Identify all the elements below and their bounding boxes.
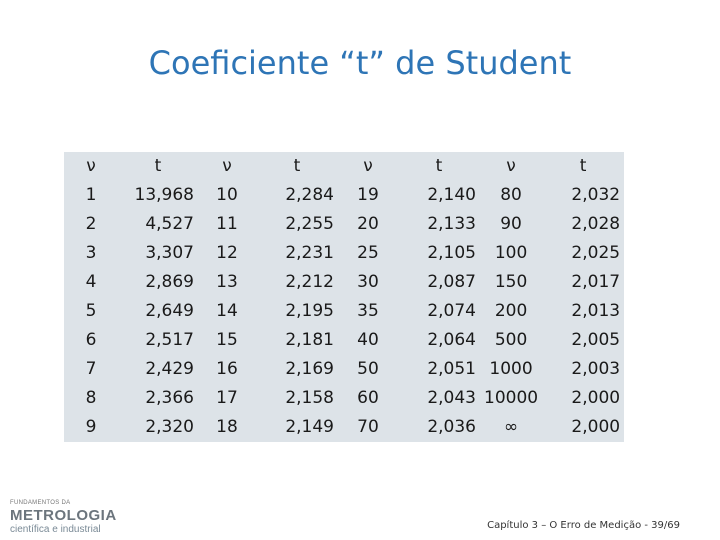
table-cell-nu: 9 [85, 417, 97, 437]
logo-sub-text: científica e industrial [10, 524, 101, 535]
slide-footer: Capítulo 3 – O Erro de Medição - 39/69 [487, 520, 680, 531]
header-nu: ν [506, 156, 516, 176]
table-cell-t: 2,000 [571, 417, 621, 437]
table-cell-t: 13,968 [134, 185, 194, 205]
table-cell-nu: 70 [357, 417, 379, 437]
table-row [64, 268, 624, 297]
table-cell-nu: ∞ [503, 417, 519, 437]
table-cell-t: 2,105 [427, 243, 476, 263]
table-cell-nu: 90 [500, 214, 522, 234]
table-cell-nu: 10 [216, 185, 238, 205]
header-t: t [293, 156, 301, 176]
table-cell-t: 2,087 [427, 272, 476, 292]
table-cell-t: 2,366 [145, 388, 194, 408]
table-cell-nu: 60 [357, 388, 379, 408]
table-cell-nu: 150 [494, 272, 528, 292]
table-cell-t: 2,195 [285, 301, 334, 321]
table-header-row [64, 152, 624, 181]
table-cell-t: 2,149 [285, 417, 334, 437]
table-cell-t: 2,013 [571, 301, 621, 321]
table-cell-t: 2,429 [145, 359, 194, 379]
table-cell-t: 2,025 [571, 243, 621, 263]
table-row [64, 210, 624, 239]
table-row [64, 326, 624, 355]
table-cell-nu: 16 [216, 359, 238, 379]
table-row [64, 355, 624, 384]
table-cell-t: 2,064 [427, 330, 476, 350]
table-cell-nu: 15 [216, 330, 238, 350]
table-cell-t: 2,043 [427, 388, 476, 408]
table-cell-t: 2,032 [571, 185, 621, 205]
table-cell-nu: 30 [357, 272, 379, 292]
header-nu: ν [86, 156, 96, 176]
header-t: t [435, 156, 443, 176]
table-cell-t: 2,320 [145, 417, 194, 437]
table-cell-nu: 2 [85, 214, 97, 234]
header-t: t [579, 156, 587, 176]
table-cell-t: 2,028 [571, 214, 621, 234]
logo-top-text: FUNDAMENTOS DA [10, 500, 71, 506]
table-cell-nu: 4 [85, 272, 97, 292]
table-cell-nu: 14 [216, 301, 238, 321]
table-cell-nu: 50 [357, 359, 379, 379]
table-cell-nu: 6 [85, 330, 97, 350]
table-cell-t: 2,003 [571, 359, 621, 379]
table-cell-nu: 500 [494, 330, 528, 350]
table-cell-nu: 25 [357, 243, 379, 263]
table-cell-t: 2,140 [427, 185, 476, 205]
table-cell-t: 2,212 [285, 272, 334, 292]
table-cell-nu: 1 [85, 185, 97, 205]
table-cell-nu: 40 [357, 330, 379, 350]
table-cell-t: 2,181 [285, 330, 334, 350]
metrologia-logo [10, 500, 150, 535]
table-cell-t: 2,649 [145, 301, 194, 321]
table-cell-nu: 8 [85, 388, 97, 408]
table-row [64, 239, 624, 268]
table-cell-nu: 80 [500, 185, 522, 205]
table-cell-nu: 7 [85, 359, 97, 379]
table-cell-t: 2,017 [571, 272, 621, 292]
header-nu: ν [363, 156, 373, 176]
table-cell-t: 2,005 [571, 330, 621, 350]
table-cell-t: 2,051 [427, 359, 476, 379]
header-t: t [154, 156, 162, 176]
table-cell-t: 4,527 [145, 214, 194, 234]
header-nu: ν [222, 156, 232, 176]
table-cell-nu: 11 [216, 214, 238, 234]
student-t-table [64, 152, 624, 442]
table-cell-t: 2,231 [285, 243, 334, 263]
table-cell-t: 2,869 [145, 272, 194, 292]
table-cell-t: 2,284 [285, 185, 334, 205]
table-cell-nu: 13 [216, 272, 238, 292]
slide-title: Coeficiente “t” de Student [148, 44, 572, 82]
table-cell-nu: 10000 [484, 388, 539, 408]
table-cell-t: 2,036 [427, 417, 476, 437]
table-cell-nu: 1000 [489, 359, 533, 379]
table-cell-nu: 17 [216, 388, 238, 408]
table-cell-nu: 35 [357, 301, 379, 321]
table-cell-t: 2,074 [427, 301, 476, 321]
table-cell-nu: 20 [357, 214, 379, 234]
table-cell-t: 2,169 [285, 359, 334, 379]
table-cell-nu: 5 [85, 301, 97, 321]
table-cell-nu: 200 [494, 301, 528, 321]
table-cell-t: 2,517 [145, 330, 194, 350]
table-row [64, 297, 624, 326]
table-cell-nu: 12 [216, 243, 238, 263]
table-row [64, 384, 624, 413]
table-cell-nu: 19 [357, 185, 379, 205]
table-row [64, 181, 624, 210]
table-cell-t: 3,307 [145, 243, 194, 263]
table-cell-t: 2,158 [285, 388, 334, 408]
table-row [64, 413, 624, 442]
table-cell-nu: 100 [494, 243, 528, 263]
logo-main-text: METROLOGIA [10, 507, 117, 524]
table-cell-nu: 3 [85, 243, 97, 263]
table-cell-t: 2,255 [285, 214, 334, 234]
table-cell-nu: 18 [216, 417, 238, 437]
table-cell-t: 2,133 [427, 214, 476, 234]
table-cell-t: 2,000 [571, 388, 621, 408]
